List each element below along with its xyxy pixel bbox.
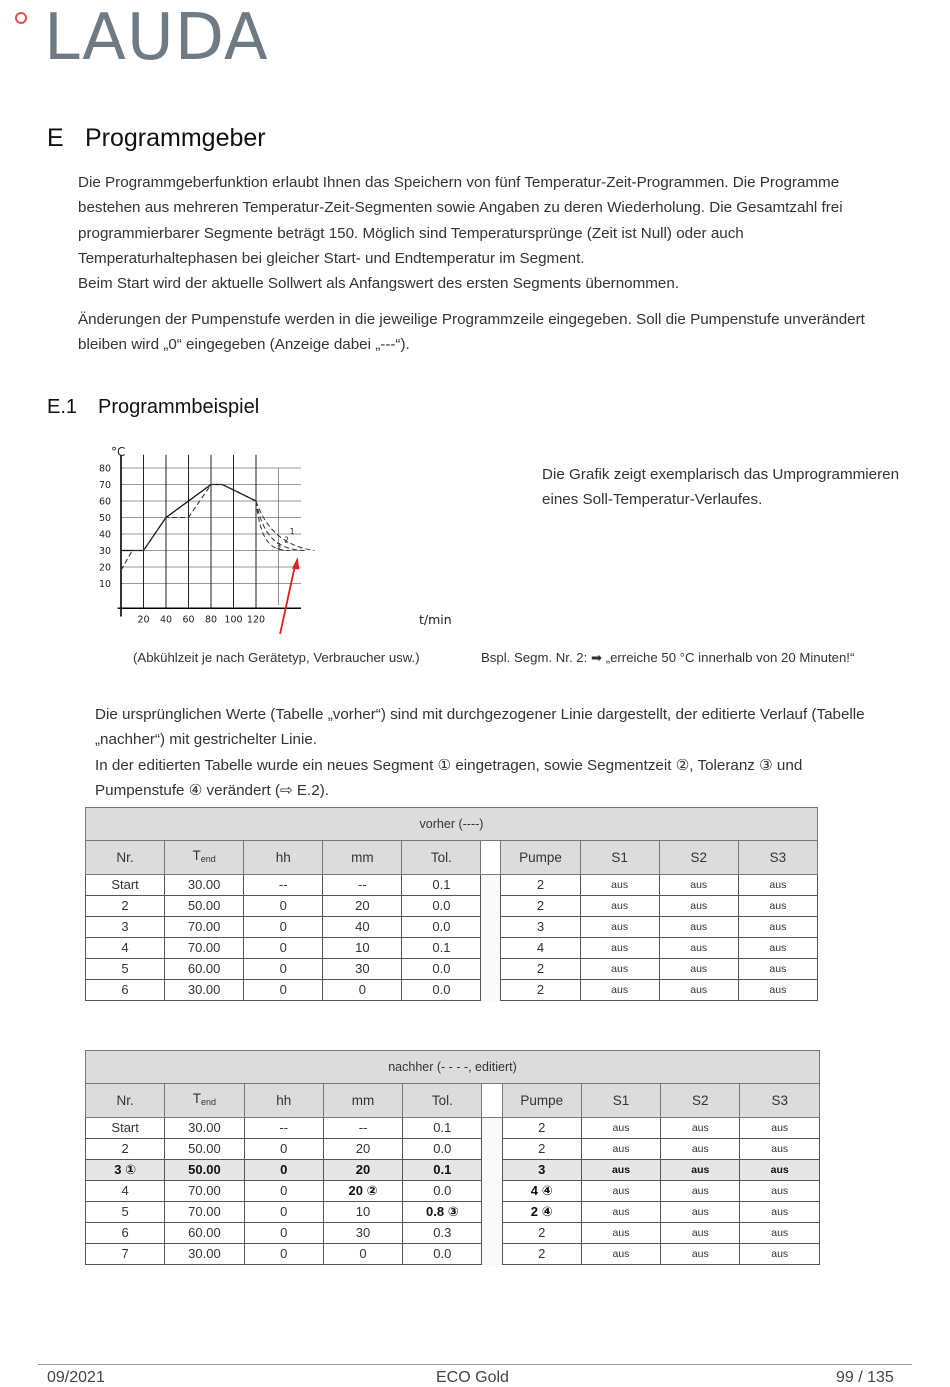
- table-cell: aus: [581, 1244, 660, 1265]
- table-cell: 6: [86, 1223, 165, 1244]
- column-gap: [482, 1223, 502, 1244]
- table-cell: aus: [738, 917, 817, 938]
- table-cell: aus: [740, 1139, 820, 1160]
- table-cell: 2: [502, 1223, 581, 1244]
- table-cell: 0: [244, 1202, 323, 1223]
- y-tick-label: 40: [99, 529, 112, 541]
- table-cell: Start: [86, 875, 165, 896]
- table-cell: aus: [740, 1202, 820, 1223]
- table-before-header-cell: [244, 841, 323, 875]
- table-cell: 2: [501, 875, 580, 896]
- x-tick-label: 20: [137, 614, 150, 626]
- column-gap: [481, 980, 501, 1001]
- header-label: S3: [771, 1092, 788, 1108]
- table-row: [86, 1202, 820, 1223]
- y-tick-label: 70: [99, 480, 112, 491]
- table-cell: 20 ②: [323, 1181, 402, 1202]
- table-cell: 3: [501, 917, 580, 938]
- table-cell: 0: [244, 917, 323, 938]
- table-row: [86, 1160, 820, 1181]
- table-cell: aus: [581, 1202, 660, 1223]
- table-cell: 30: [323, 1223, 402, 1244]
- curve-label: 3: [276, 541, 282, 551]
- table-cell: 30.00: [165, 980, 244, 1001]
- table-before-title-row: [86, 808, 818, 841]
- table-row: [86, 896, 818, 917]
- table-cell: 0.0: [402, 980, 481, 1001]
- table-cell: 2: [501, 980, 580, 1001]
- table-cell: 3: [86, 917, 165, 938]
- table-cell: aus: [661, 1223, 740, 1244]
- caption-right-text: „erreiche 50 °C innerhalb von 20 Minuten!“: [605, 650, 855, 665]
- table-before-header-cell: [738, 841, 817, 875]
- table-cell: aus: [661, 1202, 740, 1223]
- table-cell: 0: [244, 1139, 323, 1160]
- table-after: [85, 1050, 820, 1265]
- column-gap: [481, 938, 501, 959]
- header-label: Nr.: [116, 849, 134, 865]
- table-row: [86, 917, 818, 938]
- table-row: [86, 1223, 820, 1244]
- header-label: T: [192, 1091, 202, 1106]
- table-row: [86, 938, 818, 959]
- table-cell: aus: [661, 1181, 740, 1202]
- red-arrow: [279, 564, 296, 634]
- table-cell: 0.0: [402, 959, 481, 980]
- column-gap: [482, 1202, 502, 1223]
- table-before-header-cell: [402, 841, 481, 875]
- table-before: [85, 807, 818, 1001]
- table-cell: 4 ④: [502, 1181, 581, 1202]
- y-tick-label: 30: [99, 546, 112, 557]
- graph-description: Die Grafik zeigt exemplarisch das Umprogrammieren eines Soll-Temperatur-Verlaufes.: [542, 466, 900, 509]
- header-subscript: end: [201, 1097, 217, 1107]
- table-cell: aus: [580, 980, 659, 1001]
- table-row: [86, 980, 818, 1001]
- header-label: mm: [351, 1092, 375, 1108]
- table-after-header-cell: [86, 1084, 165, 1118]
- table-cell: aus: [659, 875, 738, 896]
- footer-product: ECO Gold: [436, 1369, 509, 1386]
- table-cell: aus: [580, 875, 659, 896]
- y-tick-label: 80: [99, 463, 112, 475]
- intro-text-2: [78, 307, 898, 358]
- table-before-header-cell: [86, 841, 165, 875]
- table-cell: aus: [661, 1160, 740, 1181]
- table-row: [86, 875, 818, 896]
- table-cell: aus: [740, 1244, 820, 1265]
- subsection-heading: [47, 396, 259, 419]
- table-before-header-cell: [501, 841, 580, 875]
- section-title: Programmgeber: [85, 124, 266, 152]
- table-cell: 2: [502, 1118, 581, 1139]
- table-cell: aus: [661, 1244, 740, 1265]
- header-subscript: end: [200, 854, 216, 864]
- table-after-title-row: [86, 1051, 820, 1084]
- y-tick-label: 60: [99, 496, 112, 508]
- explain-paragraph-1: Die ursprünglichen Werte (Tabelle „vorher“) sind mit durchgezogener Linie dargestellt, der editierte Verlauf (Tabelle „nachher“) mit gestrichelter Linie.: [95, 706, 865, 749]
- table-cell: aus: [580, 896, 659, 917]
- intro-text: [78, 170, 898, 296]
- footer-page: 99 / 135: [836, 1369, 894, 1386]
- table-cell: 0.0: [403, 1244, 482, 1265]
- header-label: Nr.: [116, 1092, 134, 1108]
- curve-label: 2: [284, 535, 289, 545]
- table-after-header-cell: [403, 1084, 482, 1118]
- table-cell: 0.1: [403, 1160, 482, 1181]
- subsection-title: Programmbeispiel: [98, 396, 260, 418]
- table-cell: 10: [323, 1202, 402, 1223]
- header-label: mm: [351, 849, 374, 865]
- x-tick-label: 120: [246, 614, 266, 626]
- table-cell: aus: [581, 1160, 660, 1181]
- table-cell: 2: [502, 1139, 581, 1160]
- table-cell: 4: [501, 938, 580, 959]
- table-cell: 30.00: [165, 1118, 244, 1139]
- table-cell: 70.00: [165, 938, 244, 959]
- table-cell: 50.00: [165, 1160, 244, 1181]
- header-label: hh: [275, 849, 291, 865]
- table-cell: aus: [740, 1118, 820, 1139]
- table-cell: 2: [501, 896, 580, 917]
- table-cell: aus: [659, 980, 738, 1001]
- table-cell: 50.00: [165, 1139, 244, 1160]
- table-before-header-row: [86, 841, 818, 875]
- table-row: [86, 1244, 820, 1265]
- table-cell: aus: [738, 959, 817, 980]
- table-cell: aus: [659, 896, 738, 917]
- table-cell: 60.00: [165, 1223, 244, 1244]
- table-cell: aus: [738, 896, 817, 917]
- table-cell: 30.00: [165, 875, 244, 896]
- table-before-header-cell: [323, 841, 402, 875]
- table-cell: aus: [581, 1118, 660, 1139]
- temperature-program-graph: [95, 444, 495, 634]
- column-gap: [481, 841, 501, 875]
- table-row: [86, 1181, 820, 1202]
- header-label: T: [192, 848, 201, 863]
- table-cell: 0.0: [402, 896, 481, 917]
- table-row: [86, 1139, 820, 1160]
- table-cell: aus: [661, 1139, 740, 1160]
- table-cell: aus: [661, 1118, 740, 1139]
- table-after-header-cell: [502, 1084, 581, 1118]
- table-cell: 0: [323, 1244, 402, 1265]
- cooling-curve: [256, 501, 307, 551]
- table-cell: --: [244, 1118, 323, 1139]
- header-label: Pumpe: [520, 1092, 564, 1108]
- table-cell: 5: [86, 959, 165, 980]
- graph-grid: [118, 455, 301, 617]
- table-cell: 0: [244, 1244, 323, 1265]
- arrow-right-icon: ➡: [590, 650, 603, 665]
- table-cell: 30: [323, 959, 402, 980]
- table-cell: 2 ④: [502, 1202, 581, 1223]
- table-cell: 2: [86, 896, 165, 917]
- column-gap: [482, 1118, 502, 1139]
- table-after-header-row: [86, 1084, 820, 1118]
- curve-label: 1: [289, 527, 295, 536]
- table-cell: 70.00: [165, 917, 244, 938]
- table-before-header-cell: [580, 841, 659, 875]
- table-cell: 3: [502, 1160, 581, 1181]
- footer-date: 09/2021: [47, 1369, 105, 1386]
- x-tick-labels: [137, 614, 265, 625]
- table-cell: aus: [740, 1181, 820, 1202]
- explain-text: [95, 702, 895, 803]
- table-cell: 60.00: [165, 959, 244, 980]
- table-cell: 30.00: [165, 1244, 244, 1265]
- table-after-header-cell: [661, 1084, 740, 1118]
- table-cell: 0: [244, 1160, 323, 1181]
- header-label: S1: [612, 1092, 630, 1108]
- table-cell: 0.0: [403, 1181, 482, 1202]
- header-label: hh: [276, 1092, 292, 1108]
- table-cell: aus: [659, 959, 738, 980]
- table-cell: 0: [244, 959, 323, 980]
- table-after-header-cell: [244, 1084, 323, 1118]
- column-gap: [482, 1084, 502, 1118]
- table-cell: 20: [323, 896, 402, 917]
- table-cell: 4: [86, 1181, 165, 1202]
- y-tick-labels: [99, 464, 111, 591]
- caption-right: [481, 650, 854, 666]
- table-cell: 4: [86, 938, 165, 959]
- explain-paragraph-2: In der editierten Tabelle wurde ein neues Segment ① eingetragen, sowie Segmentzeit ②, Toleranz ③ und Pumpenstufe ④ verändert (⇨ E.2).: [95, 756, 803, 799]
- table-cell: 3 ①: [86, 1160, 165, 1181]
- header-label: Pumpe: [519, 849, 562, 865]
- graph-curves: [121, 485, 315, 635]
- table-cell: 0.1: [402, 938, 481, 959]
- table-row: [86, 1118, 820, 1139]
- x-tick-label: 60: [182, 614, 195, 626]
- table-cell: 2: [501, 959, 580, 980]
- section-number: E: [47, 124, 64, 152]
- x-unit-label: t/min: [419, 612, 452, 627]
- column-gap: [482, 1160, 502, 1181]
- y-tick-label: 50: [99, 513, 112, 524]
- table-cell: aus: [580, 938, 659, 959]
- table-cell: --: [323, 875, 402, 896]
- table-before-header-cell: [659, 841, 738, 875]
- table-cell: aus: [580, 917, 659, 938]
- subsection-number: E.1: [47, 396, 78, 418]
- table-cell: 70.00: [165, 1202, 244, 1223]
- table-cell: 0.0: [403, 1139, 482, 1160]
- column-gap: [481, 959, 501, 980]
- table-cell: 0.1: [402, 875, 481, 896]
- table-after-header-cell: [740, 1084, 820, 1118]
- table-cell: --: [244, 875, 323, 896]
- table-after-header-cell: [165, 1084, 244, 1118]
- section-heading: [47, 124, 266, 153]
- table-cell: aus: [581, 1139, 660, 1160]
- caption-right-prefix: Bspl. Segm. Nr. 2:: [481, 650, 588, 665]
- table-cell: --: [323, 1118, 402, 1139]
- y-unit-label: °C: [111, 445, 126, 459]
- header-label: S2: [690, 849, 707, 865]
- table-cell: 0: [244, 980, 323, 1001]
- x-tick-label: 40: [159, 614, 173, 626]
- table-cell: 0: [244, 1223, 323, 1244]
- column-gap: [482, 1244, 502, 1265]
- table-cell: 2: [86, 1139, 165, 1160]
- table-cell: 2: [502, 1244, 581, 1265]
- table-cell: aus: [740, 1160, 820, 1181]
- red-arrow-head: [292, 557, 299, 569]
- intro-paragraph-2: Änderungen der Pumpenstufe werden in die jeweilige Programmzeile eingegeben. Soll die Pumpenstufe unverändert bleiben wird „0“ eingegeben (Anzeige dabei „---“).: [78, 311, 865, 354]
- footer-divider: [38, 1364, 912, 1365]
- table-before-header-cell: [165, 841, 244, 875]
- column-gap: [482, 1181, 502, 1202]
- x-tick-label: 100: [224, 614, 243, 626]
- table-cell: aus: [659, 917, 738, 938]
- header-label: Tol.: [431, 1092, 453, 1108]
- column-gap: [482, 1139, 502, 1160]
- table-cell: 0.3: [403, 1223, 482, 1244]
- table-cell: 20: [323, 1160, 402, 1181]
- column-gap: [481, 917, 501, 938]
- table-cell: 40: [323, 917, 402, 938]
- table-cell: aus: [738, 980, 817, 1001]
- y-tick-label: 10: [99, 579, 112, 590]
- table-cell: 5: [86, 1202, 165, 1223]
- caption-left: (Abkühlzeit je nach Gerätetyp, Verbraucher usw.): [133, 650, 420, 665]
- intro-paragraph-1b: Beim Start wird der aktuelle Sollwert als Anfangswert des ersten Segments übernommen.: [78, 275, 680, 293]
- logo-ring-icon: [15, 12, 27, 24]
- table-after-title: nachher (- - - -, editiert): [86, 1051, 820, 1084]
- table-cell: aus: [580, 959, 659, 980]
- table-after-header-cell: [323, 1084, 402, 1118]
- table-before-title: vorher (----): [86, 808, 818, 841]
- table-row: [86, 959, 818, 980]
- table-cell: 50.00: [165, 896, 244, 917]
- table-cell: aus: [740, 1223, 820, 1244]
- table-cell: 6: [86, 980, 165, 1001]
- column-gap: [481, 875, 501, 896]
- column-gap: [481, 896, 501, 917]
- header-label: Tol.: [430, 849, 452, 865]
- table-cell: 0: [244, 938, 323, 959]
- table-cell: 0.8 ③: [403, 1202, 482, 1223]
- table-cell: 0: [244, 1181, 323, 1202]
- table-cell: 0.0: [402, 917, 481, 938]
- table-cell: 10: [323, 938, 402, 959]
- table-cell: aus: [581, 1223, 660, 1244]
- header-label: S2: [692, 1092, 709, 1108]
- table-cell: aus: [738, 875, 817, 896]
- table-cell: Start: [86, 1118, 165, 1139]
- header-label: S3: [769, 849, 787, 865]
- table-cell: 7: [86, 1244, 165, 1265]
- table-cell: 0: [244, 896, 323, 917]
- intro-paragraph-1: Die Programmgeberfunktion erlaubt Ihnen das Speichern von fünf Temperatur-Zeit-Programmen. Die Programme bestehen aus mehreren Temperatur-Zeit-Segmenten sowie Angaben zu deren Wiederholung. Die Gesamtzahl frei programmierbarer Segmente beträgt 150. Möglich sind Temperatursprünge (Zeit ist Null) oder auch Temperaturhaltephasen bei gleicher Start- und Endtemperatur im Segment.: [78, 174, 843, 267]
- table-cell: 20: [323, 1139, 402, 1160]
- table-cell: 0: [323, 980, 402, 1001]
- y-tick-label: 20: [99, 562, 112, 574]
- logo: LAUDA: [44, 1, 269, 75]
- header-label: S1: [611, 849, 628, 865]
- table-cell: aus: [738, 938, 817, 959]
- table-cell: 0.1: [403, 1118, 482, 1139]
- table-cell: aus: [659, 938, 738, 959]
- table-cell: aus: [581, 1181, 660, 1202]
- x-tick-label: 80: [204, 614, 218, 626]
- table-cell: 70.00: [165, 1181, 244, 1202]
- table-after-header-cell: [581, 1084, 660, 1118]
